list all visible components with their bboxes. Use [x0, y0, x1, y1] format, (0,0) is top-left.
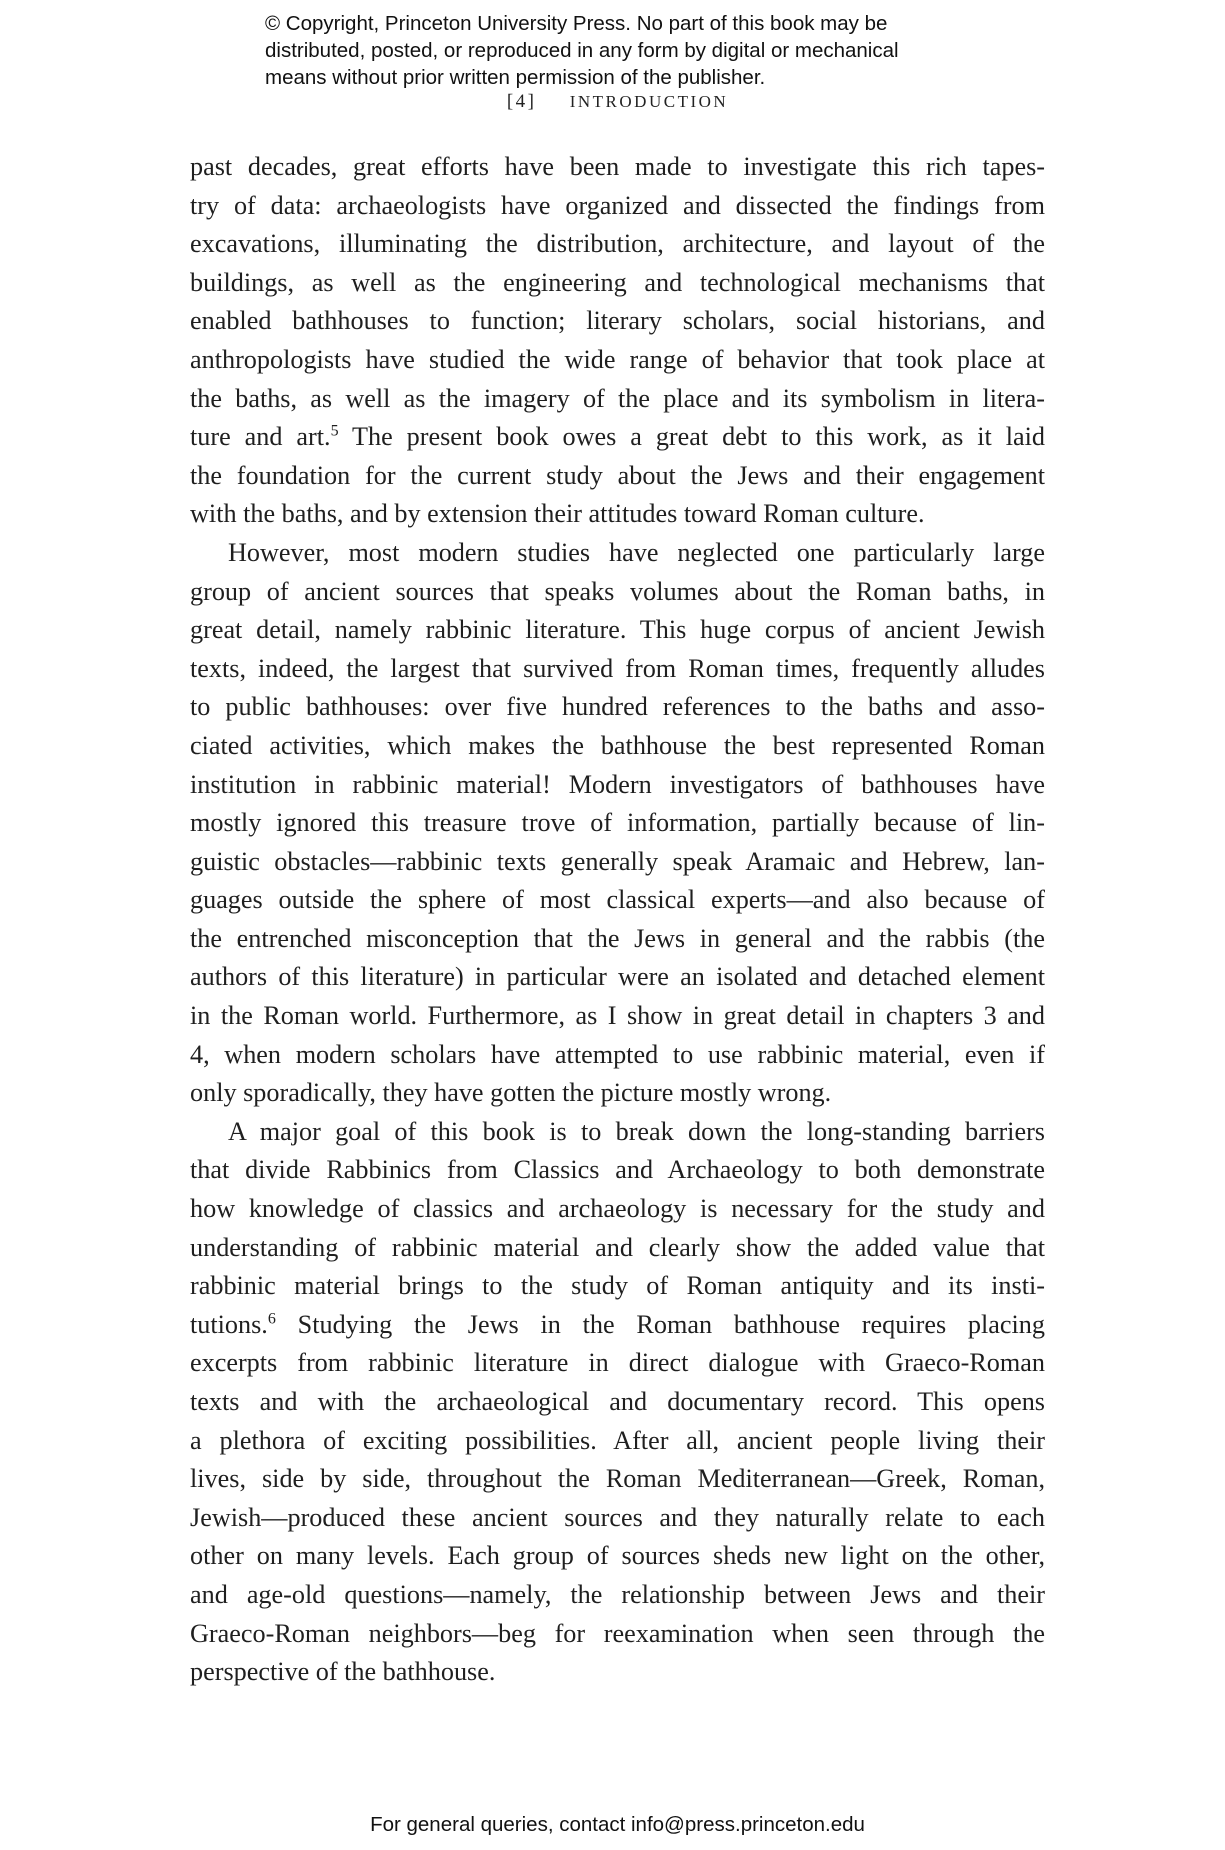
- text-segment: with the baths, and by extension their attitudes toward Roman culture.: [190, 499, 925, 529]
- text-line: [190, 341, 1045, 380]
- text-line: [190, 1615, 1045, 1654]
- copyright-line: distributed, posted, or reproduced in any form by digital or mechanical: [265, 39, 899, 62]
- text-segment: other on many levels. Each group of sources sheds new light on the other,: [190, 1541, 1045, 1571]
- text-line: [190, 1383, 1045, 1422]
- text-segment: However, most modern studies have neglected one particularly large: [228, 537, 1045, 567]
- text-segment: try of data: archaeologists have organized and dissected the findings from: [190, 190, 1045, 220]
- text-segment: Graeco-Roman neighbors—beg for reexamination when seen through the: [190, 1618, 1045, 1648]
- text-segment: understanding of rabbinic material and clearly show the added value that: [190, 1232, 1045, 1262]
- text-segment: authors of this literature) in particular were an isolated and detached element: [190, 962, 1045, 992]
- text-segment: and age-old questions—namely, the relationship between Jews and their: [190, 1579, 1045, 1609]
- text-line: [190, 1036, 1045, 1075]
- text-line: [190, 1653, 1045, 1692]
- copyright-line: means without prior written permission of the publisher.: [265, 66, 766, 89]
- text-segment: texts and with the archaeological and documentary record. This opens: [190, 1387, 1045, 1416]
- text-line: [190, 727, 1045, 766]
- text-segment: excerpts from rabbinic literature in direct dialogue with Graeco-Roman: [190, 1348, 1045, 1378]
- text-line: [190, 1422, 1045, 1461]
- copyright-line: © Copyright, Princeton University Press. No part of this book may be: [265, 12, 888, 35]
- text-line: [190, 1113, 1045, 1152]
- text-line: [190, 650, 1045, 689]
- text-line: [190, 187, 1045, 226]
- footer-contact: For general queries, contact info@press.princeton.edu: [370, 1813, 865, 1836]
- text-segment: how knowledge of classics and archaeology is necessary for the study and: [190, 1194, 1045, 1224]
- text-segment: perspective of the bathhouse.: [190, 1657, 496, 1687]
- text-line: [190, 380, 1045, 419]
- text-segment: tutions.: [190, 1309, 268, 1339]
- text-segment: the entrenched misconception that the Jews in general and the rabbis (the: [190, 923, 1045, 953]
- text-segment: buildings, as well as the engineering and technological mechanisms that: [190, 267, 1045, 297]
- text-segment: rabbinic material brings to the study of Roman antiquity and its insti-: [190, 1271, 1045, 1301]
- copyright-notice: [265, 10, 985, 91]
- text-line: [190, 1267, 1045, 1306]
- text-line: [190, 1074, 1045, 1113]
- text-line: [190, 804, 1045, 843]
- footnote-marker[interactable]: 6: [267, 1310, 276, 1328]
- text-line: [190, 843, 1045, 882]
- text-segment: anthropologists have studied the wide range of behavior that took place at: [190, 344, 1045, 374]
- text-line: [190, 1306, 1045, 1345]
- text-line: [190, 920, 1045, 959]
- text-segment: Jewish—produced these ancient sources and they naturally relate to each: [190, 1502, 1045, 1532]
- text-segment: guistic obstacles—rabbinic texts generally speak Aramaic and Hebrew, lan-: [190, 846, 1045, 876]
- text-line: [190, 457, 1045, 496]
- text-line: [190, 1537, 1045, 1576]
- text-line: [190, 1499, 1045, 1538]
- text-segment: A major goal of this book is to break down the long-standing barriers: [228, 1116, 1045, 1146]
- footnote-marker[interactable]: 5: [330, 422, 339, 440]
- text-line: [190, 1460, 1045, 1499]
- text-line: [190, 418, 1045, 457]
- section-title: INTRODUCTION: [569, 92, 729, 111]
- text-line: [190, 495, 1045, 534]
- text-segment: mostly ignored this treasure trove of information, partially because of lin-: [190, 808, 1045, 838]
- text-line: [190, 766, 1045, 805]
- text-segment: only sporadically, they have gotten the picture mostly wrong.: [190, 1078, 832, 1108]
- text-line: [190, 302, 1045, 341]
- text-segment: past decades, great efforts have been made to investigate this rich tapes-: [190, 152, 1045, 181]
- text-segment: that divide Rabbinics from Classics and Archaeology to both demonstrate: [190, 1155, 1045, 1185]
- text-line: [190, 225, 1045, 264]
- text-line: [190, 148, 1045, 187]
- text-segment: ture and art.: [190, 422, 331, 452]
- text-segment: enabled bathhouses to function; literary scholars, social historians, and: [190, 306, 1045, 336]
- text-line: [190, 688, 1045, 727]
- text-segment: guages outside the sphere of most classical experts—and also because of: [190, 885, 1045, 915]
- text-line: [190, 997, 1045, 1036]
- text-line: [190, 534, 1045, 573]
- text-line: [190, 1151, 1045, 1190]
- text-line: [190, 1229, 1045, 1268]
- text-segment: the baths, as well as the imagery of the place and its symbolism in litera-: [190, 383, 1045, 413]
- text-line: [190, 611, 1045, 650]
- text-segment: The present book owes a great debt to this work, as it laid: [338, 422, 1045, 452]
- text-segment: ciated activities, which makes the bathhouse the best represented Roman: [190, 730, 1045, 760]
- text-line: [190, 1344, 1045, 1383]
- text-segment: lives, side by side, throughout the Roman Mediterranean—Greek, Roman,: [190, 1464, 1045, 1494]
- text-segment: texts, indeed, the largest that survived from Roman times, frequently alludes: [190, 653, 1045, 683]
- text-segment: Studying the Jews in the Roman bathhouse requires placing: [275, 1309, 1045, 1339]
- text-segment: 4, when modern scholars have attempted to use rabbinic material, even if: [190, 1039, 1045, 1069]
- text-line: [190, 1576, 1045, 1615]
- text-line: [190, 573, 1045, 612]
- text-segment: great detail, namely rabbinic literature. This huge corpus of ancient Jewish: [190, 615, 1045, 645]
- text-segment: excavations, illuminating the distribution, architecture, and layout of the: [190, 229, 1045, 259]
- text-segment: group of ancient sources that speaks volumes about the Roman baths, in: [190, 576, 1045, 606]
- text-line: [190, 1190, 1045, 1229]
- text-line: [190, 264, 1045, 303]
- running-head: [0, 91, 1225, 113]
- text-segment: in the Roman world. Furthermore, as I show in great detail in chapters 3 and: [190, 1001, 1045, 1031]
- text-segment: to public bathhouses: over five hundred references to the baths and asso-: [190, 692, 1045, 722]
- text-line: [190, 881, 1045, 920]
- body-text: [190, 148, 1045, 1692]
- text-segment: a plethora of exciting possibilities. After all, ancient people living their: [190, 1425, 1045, 1455]
- text-line: [190, 958, 1045, 997]
- text-segment: institution in rabbinic material! Modern investigators of bathhouses have: [190, 769, 1045, 799]
- text-segment: the foundation for the current study about the Jews and their engagement: [190, 460, 1045, 490]
- page-number: [4]: [506, 91, 537, 112]
